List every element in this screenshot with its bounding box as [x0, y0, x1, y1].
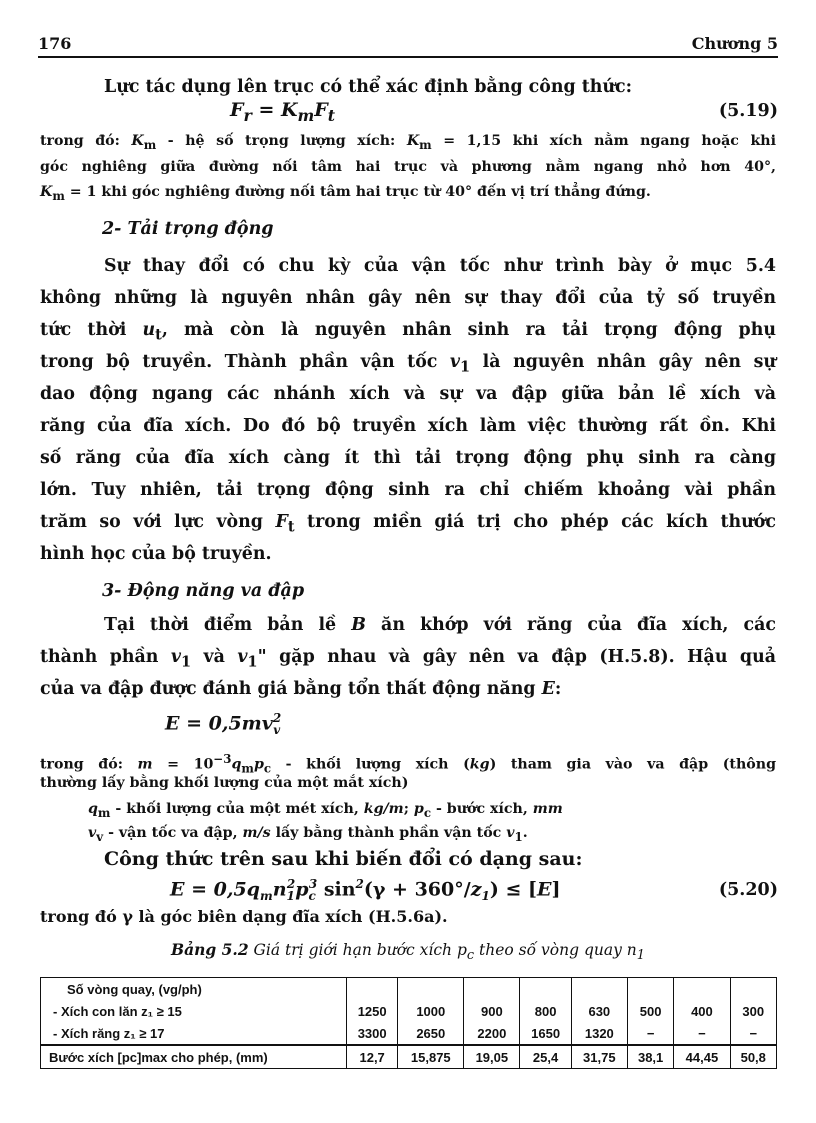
table-cell: − [674, 1022, 730, 1045]
table-cell: 1000 [398, 1000, 464, 1022]
paragraph-dynamic-line1: Sự thay đổi có chu kỳ của vận tốc như trình bày ở mục 5.4 [104, 256, 776, 276]
table-cell: 15,875 [398, 1045, 464, 1069]
paragraph-km-line3: $K_m = 1$ khi góc nghiêng đường nối tâm hai trục từ 40° đến vị trí thẳng đứng. [40, 184, 651, 203]
paragraph-impact-line2: thành phần $v_1$ và $v_1$" gặp nhau và gây nên va đập (H.5.8). Hậu quả [40, 647, 777, 671]
table-caption: Bảng 5.2 Giá trị giới hạn bước xích $p_c$ theo số vòng quay $n_1$ [170, 940, 645, 964]
table-cell: 2650 [398, 1022, 464, 1045]
paragraph-dynamic-line3: tức thời $u_t$, mà còn là nguyên nhân sinh ra tải trọng động phụ [40, 320, 776, 344]
paragraph-dynamic-line9: trăm so với lực vòng $F_t$ trong miền giá trị cho phép các kích thước [40, 512, 776, 536]
table-cell: 44,45 [674, 1045, 730, 1069]
table-cell: 38,1 [627, 1045, 673, 1069]
paragraph-km-line1: trong đó: $K_m$ - hệ số trọng lượng xích: $K_m = 1,15$ khi xích nằm ngang hoặc khi [40, 133, 776, 152]
paragraph-force-intro: Lực tác dụng lên trục có thể xác định bằng công thức: [104, 77, 633, 97]
table-row-tooth-chain [41, 1022, 777, 1045]
table-cell: 1320 [571, 1022, 627, 1045]
table-cell: 25,4 [520, 1045, 571, 1069]
formula-kinetic-energy: $E = 0,5mv^2_v$ [165, 711, 282, 738]
row-label-max-pitch: Bước xích [pc]max cho phép, (mm) [41, 1045, 347, 1069]
paragraph-dynamic-line5: dao động ngang các nhánh xích và sự va đập giữa bản lề xích và [40, 384, 776, 404]
table-cell: 19,05 [464, 1045, 520, 1069]
row-label-tooth-chain: - Xích răng z₁ ≥ 17 [41, 1022, 347, 1045]
paragraph-dynamic-line2: không những là nguyên nhân gây nên sự thay đổi của tỷ số truyền [40, 288, 776, 308]
paragraph-dynamic-line10: hình học của bộ truyền. [40, 544, 272, 564]
paragraph-gamma: trong đó γ là góc biên dạng đĩa xích (H.5.6a). [40, 907, 448, 926]
formula-5-19: $F_r = K_mF_t$ [230, 99, 336, 125]
table-cell: 500 [627, 1000, 673, 1022]
chain-pitch-table [40, 977, 777, 1069]
section-heading-dynamic-load: 2- Tải trọng động [102, 219, 274, 239]
paragraph-impact-line3: của va đập được đánh giá bằng tổn thất động năng E: [40, 679, 562, 699]
paragraph-dynamic-line7: số răng của đĩa xích càng ít thì tải trọng động phụ sinh ra càng [40, 448, 776, 468]
equation-number-5-20: (5.20) [718, 880, 778, 900]
table-row-max-pitch [41, 1045, 777, 1069]
table-cell: − [730, 1022, 776, 1045]
page-number: 176 [38, 34, 72, 53]
table-cell: 2200 [464, 1022, 520, 1045]
section-heading-impact-energy: 3- Động năng va đập [102, 581, 305, 601]
table-cell: 1250 [347, 1000, 398, 1022]
table-cell: 900 [464, 1000, 520, 1022]
paragraph-impact-line1: Tại thời điểm bản lề B ăn khớp với răng của đĩa xích, các [104, 615, 776, 635]
table-cell: 50,8 [730, 1045, 776, 1069]
header-rotation-speed: Số vòng quay, (vg/ph) [41, 978, 347, 1001]
paragraph-dynamic-line4: trong bộ truyền. Thành phần vận tốc $v_1$ là nguyên nhân gây nên sự [40, 352, 776, 376]
paragraph-dynamic-line8: lớn. Tuy nhiên, tải trọng động sinh ra chỉ chiếm khoảng vài phần [40, 480, 776, 500]
paragraph-transform-intro: Công thức trên sau khi biến đổi có dạng sau: [104, 848, 583, 870]
table-cell: 300 [730, 1000, 776, 1022]
formula-5-20: $E = 0,5q_mn_1^2p_c^3$ $\sin^2(\gamma + 360^\circ/z_1) \le [E]$ [170, 877, 561, 904]
row-label-roller-chain: - Xích con lăn z₁ ≥ 15 [41, 1000, 347, 1022]
table-header-row [41, 978, 777, 1001]
table-cell: 12,7 [347, 1045, 398, 1069]
chapter-title: Chương 5 [691, 34, 778, 53]
equation-number-5-19: (5.19) [718, 101, 778, 121]
paragraph-mass-line4: $v_v$ - vận tốc va đập, m/s lấy bằng thành phần vận tốc $v_1$. [88, 825, 528, 844]
paragraph-mass-line2: thường lấy bằng khối lượng của một mắt xích) [40, 775, 409, 791]
paragraph-mass-line1: trong đó: $m = 10^{-3}q_mp_c$ - khối lượng xích (kg) tham gia vào va đập (thông [40, 752, 777, 776]
table-cell: 800 [520, 1000, 571, 1022]
paragraph-dynamic-line6: răng của đĩa xích. Do đó bộ truyền xích làm việc thường rất ồn. Khi [40, 416, 776, 436]
table-row-roller-chain [41, 1000, 777, 1022]
table-cell: 630 [571, 1000, 627, 1022]
table-cell: 31,75 [571, 1045, 627, 1069]
table-cell: 3300 [347, 1022, 398, 1045]
page-header [38, 30, 778, 58]
table-cell: − [627, 1022, 673, 1045]
table-cell: 400 [674, 1000, 730, 1022]
paragraph-mass-line3: $q_m$ - khối lượng của một mét xích, kg/m; $p_c$ - bước xích, mm [88, 801, 563, 820]
table-cell: 1650 [520, 1022, 571, 1045]
paragraph-km-line2: góc nghiêng giữa đường nối tâm hai trục và phương nằm ngang nhỏ hơn 40°, [40, 159, 776, 175]
